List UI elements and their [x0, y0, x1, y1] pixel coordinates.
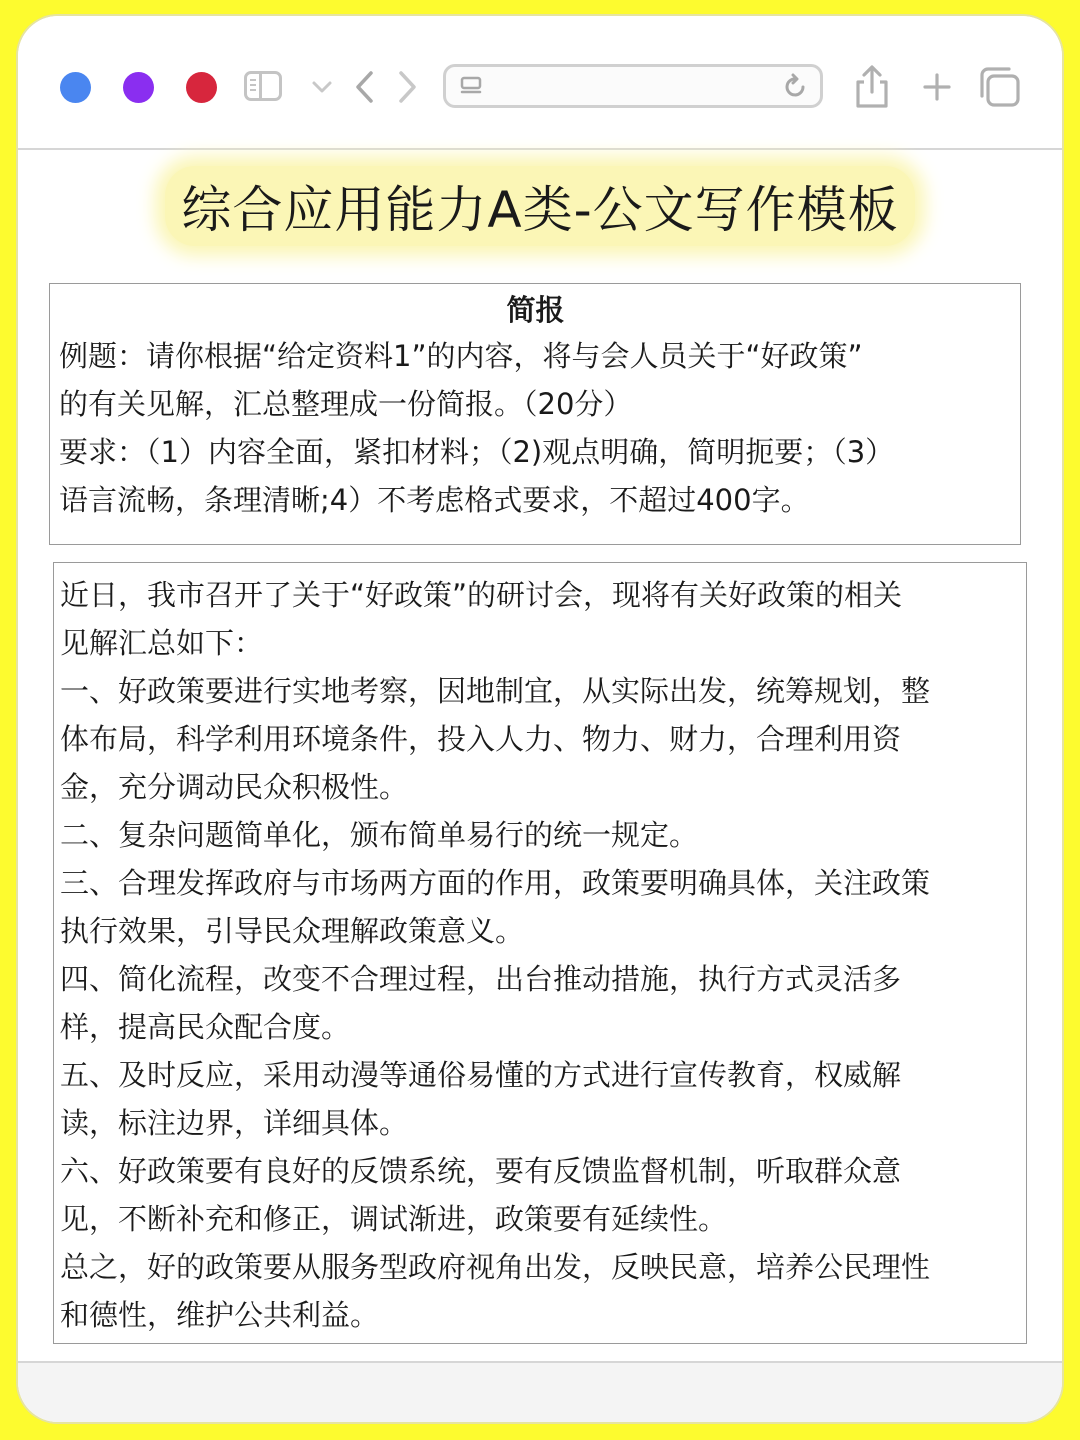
- question-line: 语言流畅，条理清晰;4）不考虑格式要求，不超过400字。: [59, 483, 810, 517]
- question-line: 例题：请你根据“给定资料1”的内容，将与会人员关于“好政策”: [59, 339, 863, 373]
- page-icon: [460, 76, 482, 96]
- chevron-down-icon[interactable]: [311, 80, 333, 94]
- chevron-right-icon[interactable]: [396, 70, 418, 104]
- answer-line: 读，标注边界，详细具体。: [60, 1106, 409, 1140]
- blue-dot-button[interactable]: [60, 72, 91, 103]
- bottom-bar: [18, 1361, 1062, 1422]
- page-title-wrap: [18, 166, 1062, 246]
- answer-box: [53, 562, 1027, 1344]
- answer-line: 金，充分调动民众积极性。: [60, 770, 409, 804]
- question-line: 要求：（1）内容全面，紧扣材料；（2)观点明确，简明扼要；（3）: [59, 435, 895, 469]
- question-box: [49, 283, 1021, 545]
- chevron-left-icon[interactable]: [354, 70, 376, 104]
- answer-line: 四、简化流程，改变不合理过程，出台推动措施，执行方式灵活多: [60, 962, 902, 996]
- sidebar-icon[interactable]: [244, 71, 282, 101]
- answer-line: 二、复杂问题简单化，颁布简单易行的统一规定。: [60, 818, 699, 852]
- answer-line: 近日，我市召开了关于“好政策”的研讨会，现将有关好政策的相关: [60, 578, 903, 612]
- answer-line: 体布局，科学利用环境条件，投入人力、物力、财力，合理利用资: [60, 722, 902, 756]
- share-icon[interactable]: [850, 64, 894, 110]
- tabs-icon[interactable]: [978, 66, 1022, 108]
- plus-icon[interactable]: [922, 72, 952, 102]
- address-bar[interactable]: [443, 64, 823, 108]
- question-line: 的有关见解，汇总整理成一份简报。（20分）: [59, 387, 633, 421]
- answer-line: 执行效果，引导民众理解政策意义。: [60, 914, 525, 948]
- purple-dot-button[interactable]: [123, 72, 154, 103]
- browser-toolbar: [18, 16, 1062, 150]
- answer-line: 六、好政策要有良好的反馈系统，要有反馈监督机制，听取群众意: [60, 1154, 902, 1188]
- answer-line: 见，不断补充和修正，调试渐进，政策要有延续性。: [60, 1202, 728, 1236]
- browser-window: [18, 16, 1062, 1422]
- answer-line: 总之，好的政策要从服务型政府视角出发，反映民意，培养公民理性: [60, 1250, 931, 1284]
- red-dot-button[interactable]: [186, 72, 217, 103]
- question-heading: 简报: [506, 293, 565, 327]
- reload-icon[interactable]: [784, 73, 808, 101]
- answer-line: 一、好政策要进行实地考察，因地制宜，从实际出发，统筹规划，整: [60, 674, 931, 708]
- answer-line: 三、合理发挥政府与市场两方面的作用，政策要明确具体，关注政策: [60, 866, 931, 900]
- answer-line: 和德性，维护公共利益。: [60, 1298, 380, 1332]
- answer-line: 见解汇总如下：: [60, 626, 264, 660]
- answer-line: 样，提高民众配合度。: [60, 1010, 351, 1044]
- answer-line: 五、及时反应，采用动漫等通俗易懂的方式进行宣传教育，权威解: [60, 1058, 902, 1092]
- page-title: 综合应用能力A类-公文写作模板: [165, 166, 914, 246]
